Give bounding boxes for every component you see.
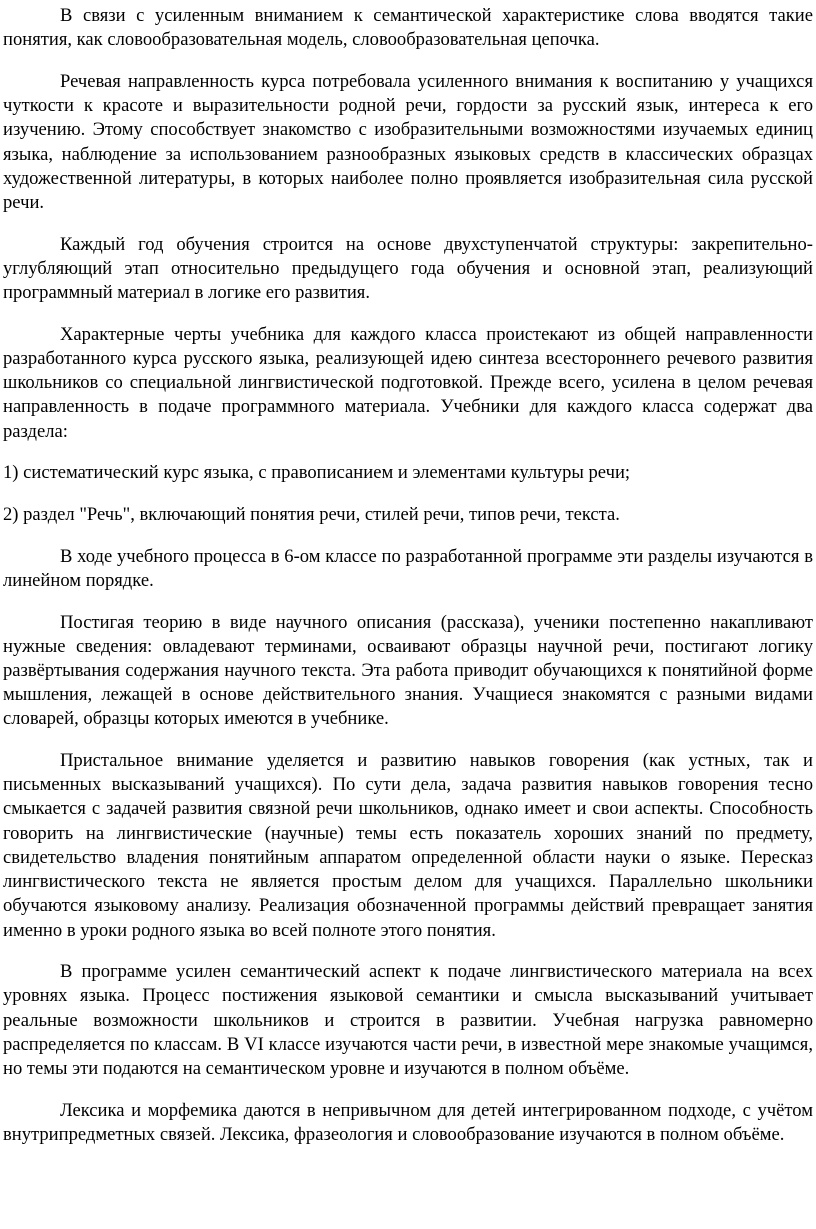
list-item-1: 1) систематический курс языка, с правописанием и элементами культуры речи;: [3, 462, 631, 484]
paragraph-3: Каждый год обучения строится на основе двухступенчатой структуры: закрепительно-углубляющий этап относительно предыдущего года обучения и основной этап, реализующий программный материал в логике его развития.: [3, 233, 813, 304]
paragraph-9: Лексика и морфемика даются в непривычном для детей интегрированном подходе, с учётом внутрипредметных связей. Лексика, фразеология и словообразование изучаются в полном объёме.: [3, 1099, 813, 1145]
paragraph-7: Пристальное внимание уделяется и развитию навыков говорения (как устных, так и письменных высказываний учащихся). По сути дела, задача развития навыков говорения тесно смыкается с задачей развития связной речи школьников, однако имеет и свои аспекты. Способность говорить на лингвистические (научные) темы есть показатель хороших знаний по предмету, свидетельство владения понятийным аппаратом определенной области науки о языке. Пересказ лингвистического текста не является простым делом для учащихся. Параллельно школьники обучаются языковому анализу. Реализация обозначенной программы действий превращает занятия именно в уроки родного языка во всей полноте этого понятия.: [3, 750, 813, 941]
paragraph-2: Речевая направленность курса потребовала усиленного внимания к воспитанию у учащихся чуткости к красоте и выразительности родной речи, гордости за русский язык, интереса к его изучению. Этому способствует знакомство с изобразительными возможностями изучаемых единиц языка, наблюдение за использованием разнообразных языковых средств в классических образцах художественной литературы, в которых наиболее полно проявляется изобразительная сила русской речи.: [3, 70, 813, 213]
paragraph-5: В ходе учебного процесса в 6-ом классе по разработанной программе эти разделы изучаются в линейном порядке.: [3, 545, 813, 591]
list-item-2: 2) раздел "Речь", включающий понятия речи, стилей речи, типов речи, текста.: [3, 503, 620, 525]
paragraph-8: В программе усилен семантический аспект к подаче лингвистического материала на всех уровнях языка. Процесс постижения языковой семантики и смысла высказываний учитывает реальные возможности школьников и строится в развитии. Учебная нагрузка равномерно распределяется по классам. В VI классе изучаются части речи, в известной мере знакомые учащимся, но темы эти подаются на семантическом уровне и изучаются в полном объёме.: [3, 961, 813, 1080]
paragraph-6: Постигая теорию в виде научного описания (рассказа), ученики постепенно накапливают нужные сведения: овладевают терминами, осваивают образцы научной речи, постигают логику развёртывания содержания научного текста. Эта работа приводит обучающихся к понятийной форме мышления, лежащей в основе действительного знания. Учащиеся знакомятся с разными видами словарей, образцы которых имеются в учебнике.: [3, 611, 813, 730]
paragraph-4: Характерные черты учебника для каждого класса проистекают из общей направленности разработанного курса русского языка, реализующей идею синтеза всестороннего речевого развития школьников со специальной лингвистической подготовкой. Прежде всего, усилена в целом речевая направленность в подаче программного материала. Учебники для каждого класса содержат два раздела:: [3, 323, 813, 442]
paragraph-1: В связи с усиленным вниманием к семантической характеристике слова вводятся такие понятия, как словообразовательная модель, словообразовательная цепочка.: [3, 5, 813, 51]
